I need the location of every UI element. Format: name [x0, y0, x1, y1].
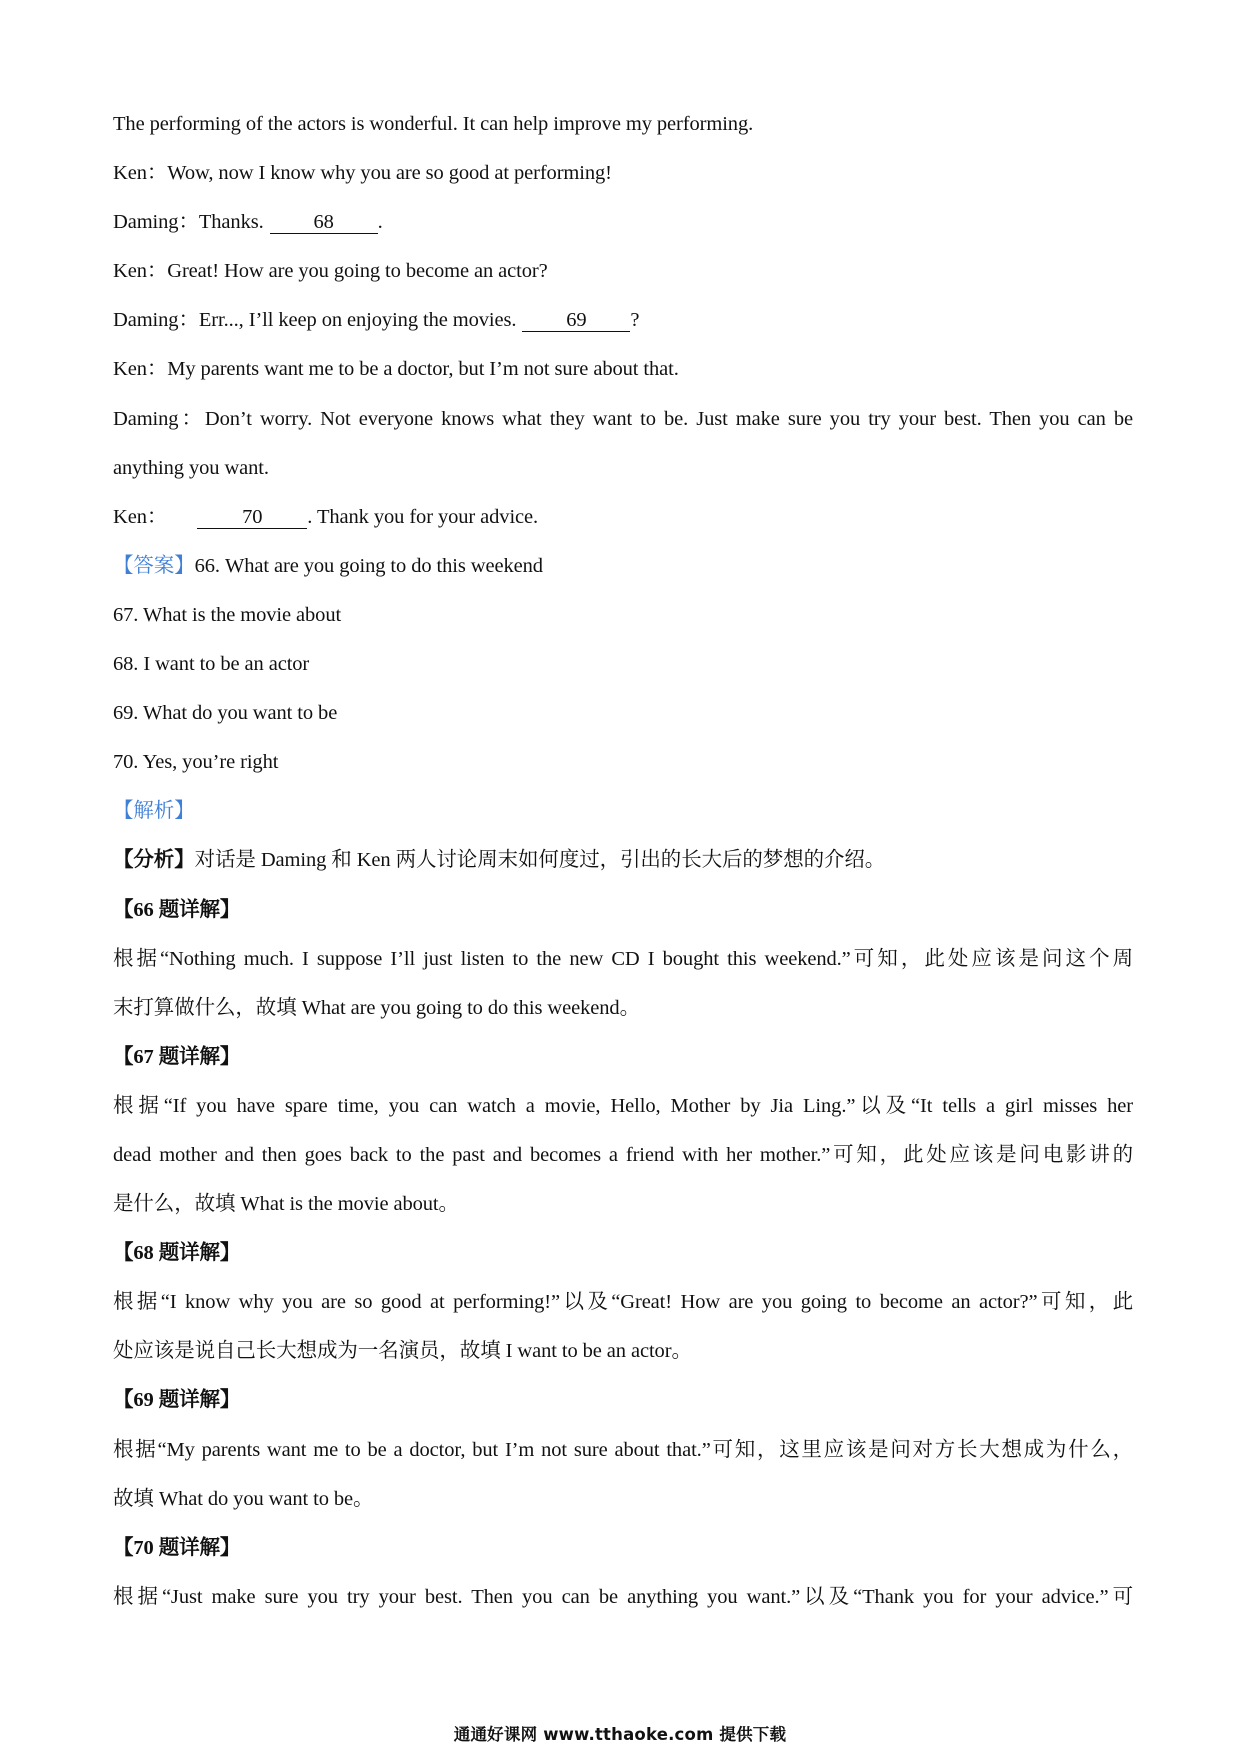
answer-line	[113, 542, 1133, 591]
blank-70: 70	[197, 506, 307, 529]
dialogue-text: Daming：Err..., I’ll keep on enjoying the movies.	[113, 309, 517, 332]
answer-line: 68. I want to be an actor	[113, 653, 310, 676]
answer-line: 67. What is the movie about	[113, 603, 342, 626]
answer-text: 66. What are you going to do this weekend	[194, 554, 543, 577]
dialogue-line: Daming：Don’t worry. Not everyone knows what they want to be. Just make sure you try your best. Then you can be	[113, 407, 1133, 430]
answer-label: 【答案】	[113, 554, 195, 577]
dialogue-line: Ken：Great! How are you going to become an actor?	[113, 260, 548, 283]
dialogue-line: Ken：Wow, now I know why you are so good at performing!	[113, 162, 612, 185]
q67-explanation: 根据“If you have spare time, you can watch a movie, Hello, Mother by Jia Ling.”以及“It tells a girl misses her	[113, 1094, 1133, 1117]
dialogue-text: .	[377, 211, 383, 234]
q69-explanation: 故填 What do you want to be。	[113, 1487, 374, 1510]
dialogue-line: The performing of the actors is wonderful. It can help improve my performing.	[113, 113, 754, 135]
dialogue-line	[113, 296, 1133, 345]
dialogue-line	[113, 198, 1133, 247]
q68-title: 【68 题详解】	[113, 1242, 241, 1265]
answer-line: 70. Yes, you’re right	[113, 751, 279, 774]
q70-title: 【70 题详解】	[113, 1536, 241, 1559]
fenxi-label: 【分析】	[113, 849, 195, 872]
q66-explanation: 根据“Nothing much. I suppose I’ll just listen to the new CD I bought this weekend.”可知，此处应该是问这个周	[113, 947, 1133, 970]
blank-68: 68	[270, 211, 378, 234]
q66-title: 【66 题详解】	[113, 898, 241, 921]
analysis-label: 【解析】	[113, 800, 195, 823]
dialogue-line: anything you want.	[113, 456, 269, 479]
dialogue-line	[113, 493, 1133, 542]
analysis-summary	[113, 836, 1133, 885]
dialogue-text: Ken：	[113, 505, 168, 528]
q67-title: 【67 题详解】	[113, 1045, 241, 1068]
fenxi-text: 对话是 Daming 和 Ken 两人讨论周末如何度过，引出的长大后的梦想的介绍。	[194, 849, 886, 872]
blank-69: 69	[522, 309, 630, 332]
dialogue-text: Daming：Thanks.	[113, 211, 264, 234]
dialogue-line: Ken：My parents want me to be a doctor, but I’m not sure about that.	[113, 358, 679, 381]
q69-title: 【69 题详解】	[113, 1389, 241, 1412]
q68-explanation: 处应该是说自己长大想成为一名演员，故填 I want to be an actor。	[113, 1340, 692, 1363]
q66-explanation: 末打算做什么，故填 What are you going to do this weekend。	[113, 996, 640, 1019]
document-page	[113, 100, 1133, 1622]
q68-explanation: 根据“I know why you are so good at performing!”以及“Great! How are you going to become an actor?”可知，此	[113, 1291, 1133, 1314]
q67-explanation: 是什么，故填 What is the movie about。	[113, 1193, 459, 1216]
q69-explanation: 根据“My parents want me to be a doctor, but I’m not sure about that.”可知，这里应该是问对方长大想成为什么，	[113, 1438, 1133, 1461]
q70-explanation: 根据“Just make sure you try your best. Then you can be anything you want.”以及“Thank you for your advice.”可	[113, 1585, 1133, 1608]
answer-line: 69. What do you want to be	[113, 702, 338, 725]
page-footer: 通通好课网 www.tthaoke.com 提供下载	[453, 1725, 787, 1744]
q67-explanation: dead mother and then goes back to the past and becomes a friend with her mother.”可知，此处应该是问电影讲的	[113, 1143, 1133, 1166]
dialogue-text: ?	[630, 309, 640, 332]
dialogue-text: . Thank you for your advice.	[307, 505, 539, 528]
